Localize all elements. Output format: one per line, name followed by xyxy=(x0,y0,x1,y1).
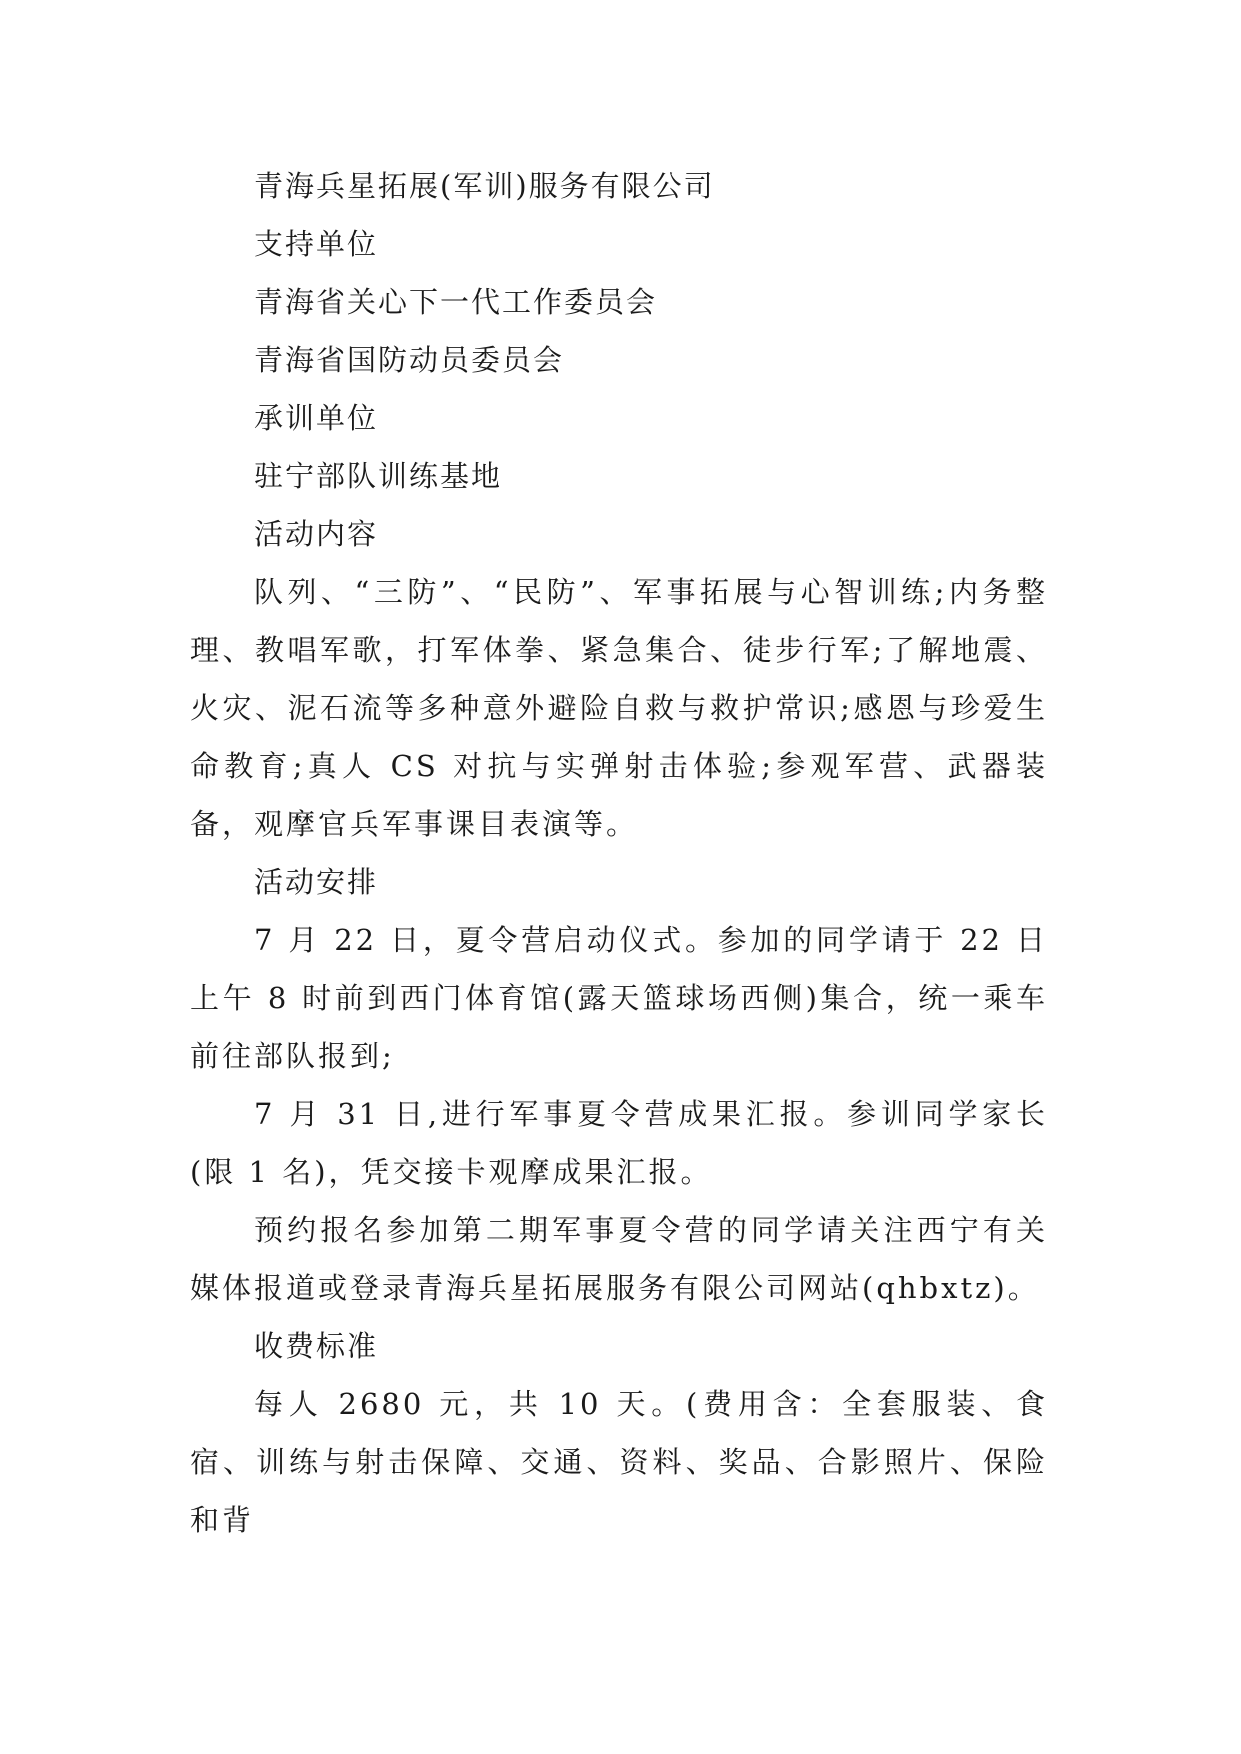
heading-fee-standard: 收费标准 xyxy=(254,1329,379,1363)
document-body xyxy=(190,157,1048,1549)
support-unit-1: 青海省关心下一代工作委员会 xyxy=(254,285,658,319)
paragraph-july-22: 7 月 22 日，夏令营启动仪式。参加的同学请于 22 日上午 8 时前到西门体育馆(露天篮球场西侧)集合，统一乘车前往部队报到; xyxy=(190,923,1048,1073)
heading-activity-arrangement: 活动安排 xyxy=(254,865,379,899)
paragraph-signup: 预约报名参加第二期军事夏令营的同学请关注西宁有关媒体报道或登录青海兵星拓展服务有限公司网站(qhbxtz)。 xyxy=(190,1213,1048,1305)
organizer-name: 青海兵星拓展(军训)服务有限公司 xyxy=(254,169,715,203)
heading-training-unit: 承训单位 xyxy=(254,401,379,435)
heading-support-units: 支持单位 xyxy=(254,227,379,261)
paragraph-fees: 每人 2680 元，共 10 天。(费用含：全套服装、食宿、训练与射击保障、交通、资料、奖品、合影照片、保险和背 xyxy=(190,1387,1048,1537)
support-unit-2: 青海省国防动员委员会 xyxy=(254,343,565,377)
training-unit: 驻宁部队训练基地 xyxy=(254,459,503,493)
heading-activity-content: 活动内容 xyxy=(254,517,379,551)
paragraph-activity-content: 队列、“三防”、“民防”、军事拓展与心智训练;内务整理、教唱军歌，打军体拳、紧急集合、徒步行军;了解地震、火灾、泥石流等多种意外避险自救与救护常识;感恩与珍爱生命教育;真人 CS 对抗与实弹射击体验;参观军营、武器装备，观摩官兵军事课目表演等。 xyxy=(190,575,1048,841)
paragraph-july-31: 7 月 31 日,进行军事夏令营成果汇报。参训同学家长(限 1 名)，凭交接卡观摩成果汇报。 xyxy=(190,1097,1048,1189)
